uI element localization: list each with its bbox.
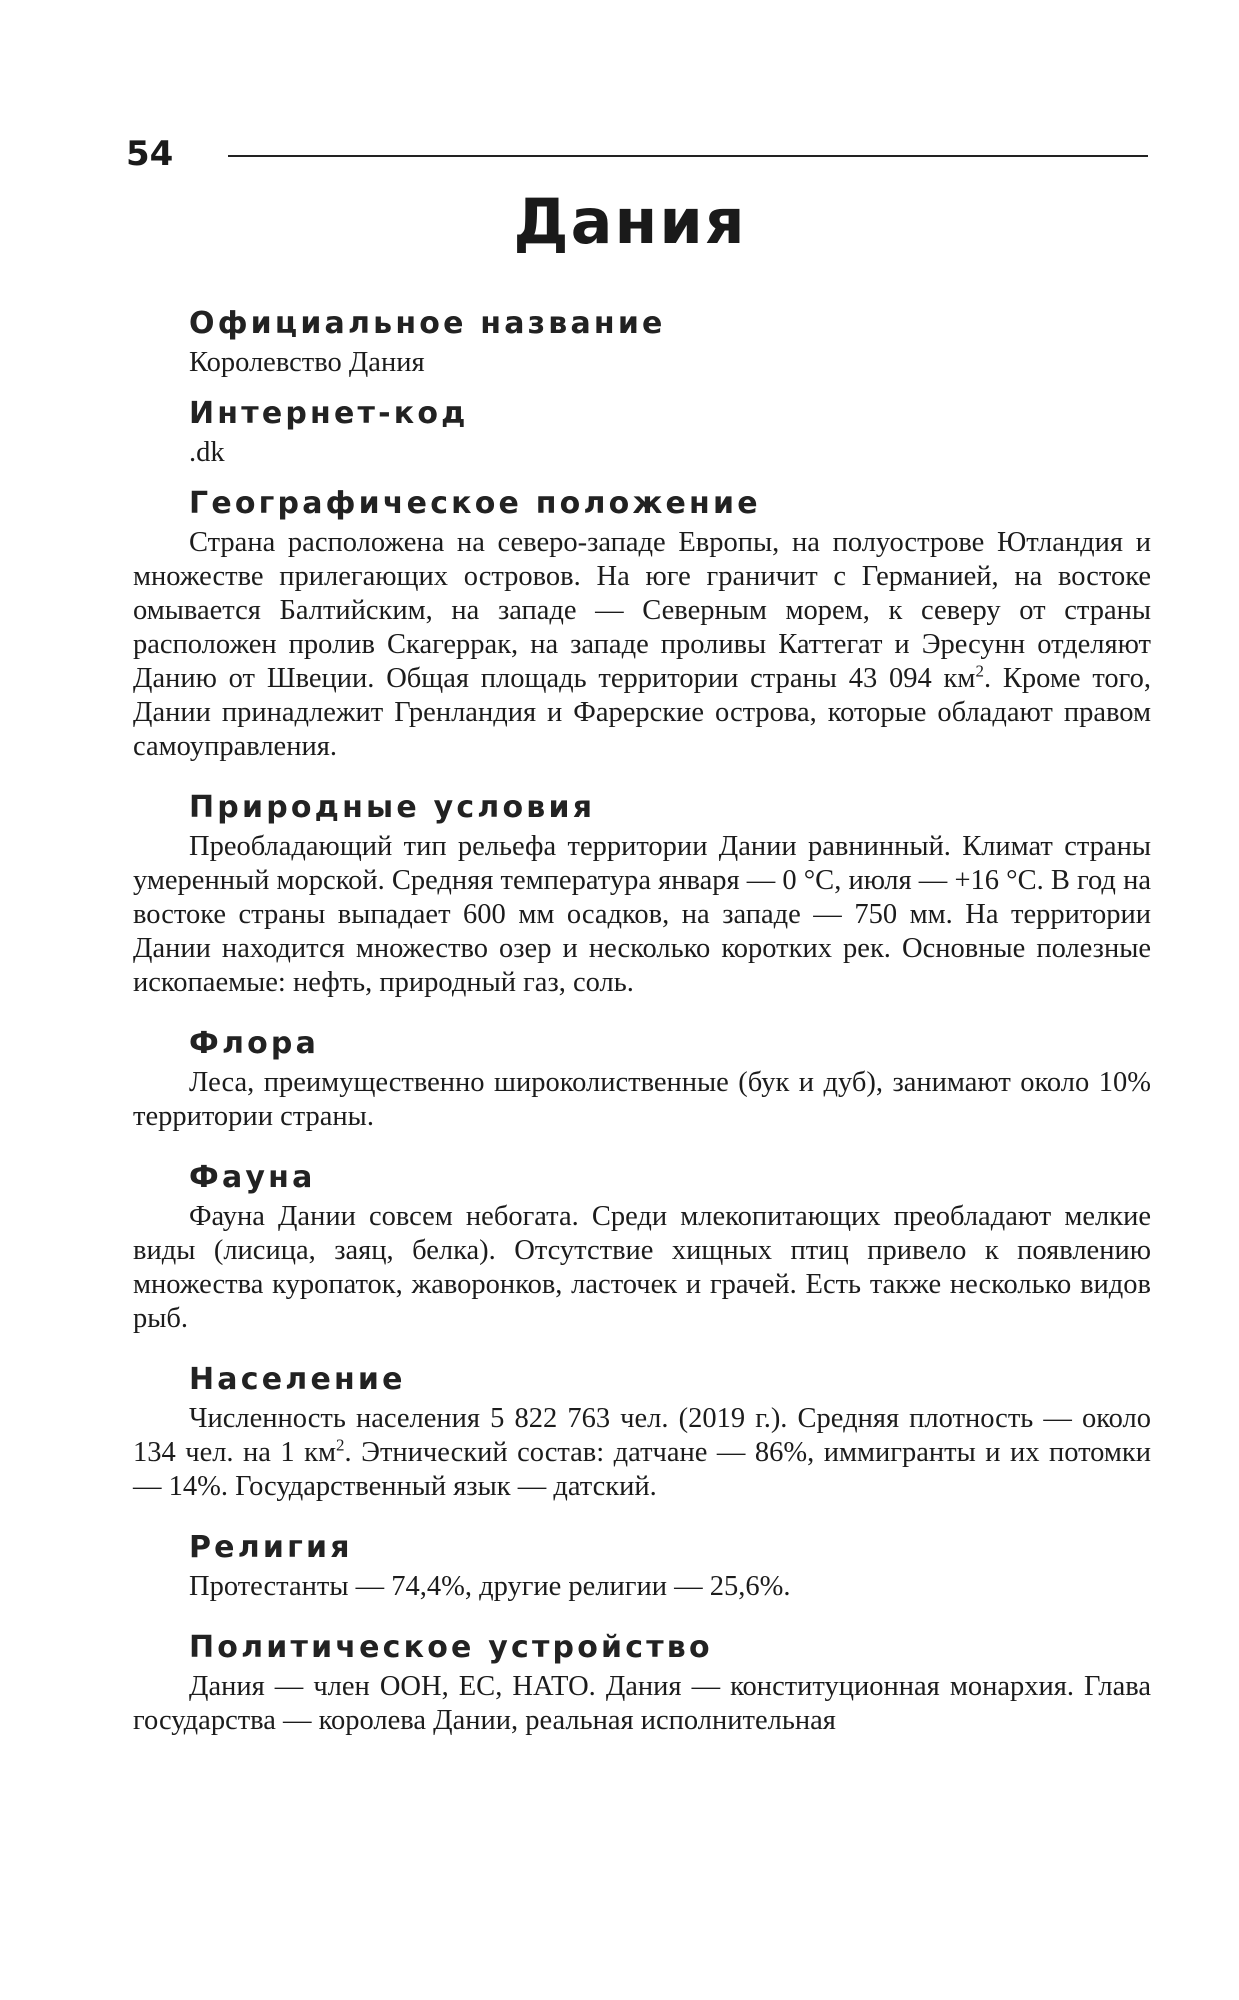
section-heading: Политическое устройство [189, 1630, 713, 1665]
section-heading: Природные условия [189, 790, 596, 825]
section-heading: Фауна [189, 1160, 316, 1195]
section-heading: Флора [189, 1026, 320, 1061]
section-heading: Население [189, 1362, 406, 1397]
section-politics [133, 1628, 1151, 1738]
section-text: Страна расположена на северо-западе Европы, на полуострове Ютландия и множестве прилегающих островов. На юге граничит с Германией, на востоке омывается Балтийским, на западе — Северным морем, к северу от страны расположен пролив Скагеррак, на западе проливы Каттегат и Эресунн отделяют Данию от Швеции. Общая площадь территории страны 43 094 $км^2$. Кроме того, Дании принадлежит Гренландия и Фарерские острова, которые обладают правом самоуправления. [133, 527, 1152, 762]
article-body [133, 304, 1151, 1738]
section-official-name [133, 304, 1151, 380]
section-nature [133, 788, 1151, 1000]
header-rule [228, 155, 1148, 157]
superscript: 2 [336, 1435, 345, 1455]
section-text: Протестанты — 74,4%, другие религии — 25,6%. [189, 1571, 791, 1602]
section-internet-code [133, 394, 1151, 470]
section-religion [133, 1528, 1151, 1604]
section-flora [133, 1024, 1151, 1134]
section-text: Леса, преимущественно широколиственные (бук и дуб), занимают около 10% территории страны. [133, 1067, 1151, 1132]
section-fauna [133, 1158, 1151, 1336]
section-heading: Географическое положение [189, 486, 761, 521]
section-text: .dk [189, 437, 225, 468]
section-population [133, 1360, 1151, 1504]
section-text: Фауна Дании совсем небогата. Среди млекопитающих преобладают мелкие виды (лисица, заяц, белка). Отсутствие хищных птиц привело к появлению множества куропаток, жаворонков, ласточек и грачей. Есть также несколько видов рыб. [133, 1201, 1151, 1334]
section-text: Преобладающий тип рельефа территории Дании равнинный. Климат страны умеренный морской. Средняя температура января — 0 °С, июля — +16 °С. В год на востоке страны выпадает 600 мм осадков, на западе — 750 мм. На территории Дании находится множество озер и несколько коротких рек. Основные полезные ископаемые: нефть, природный газ, соль. [133, 831, 1151, 998]
section-heading: Интернет-код [189, 396, 469, 431]
section-geography [133, 484, 1151, 764]
section-text: Королевство Дания [189, 347, 425, 378]
section-heading: Официальное название [189, 306, 666, 341]
superscript: 2 [975, 661, 984, 681]
page-title: Дания [513, 185, 747, 258]
page-number: 54 [126, 134, 174, 174]
section-text: Численность населения 5 822 763 чел. (2019 г.). Средняя плотность — около 134 чел. на 1 $км^2$. Этнический состав: датчане — 86%, иммигранты и их потомки — 14%. Государственный язык — датский. [133, 1403, 1151, 1502]
section-heading: Религия [189, 1530, 353, 1565]
section-text: Дания — член ООН, ЕС, НАТО. Дания — конституционная монархия. Глава государства — королева Дании, реальная исполнительная [133, 1671, 1151, 1736]
